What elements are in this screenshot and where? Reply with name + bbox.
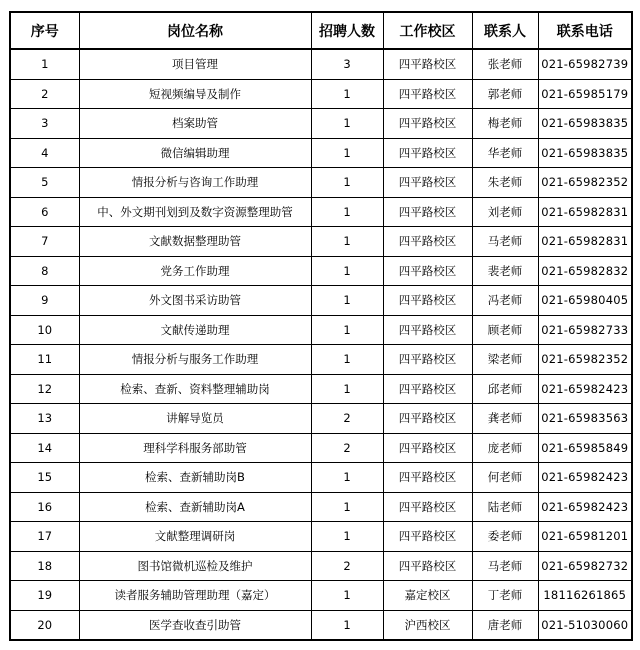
cell-phone: 021-65982831 bbox=[538, 227, 632, 257]
cell-index: 13 bbox=[10, 404, 79, 434]
table-row bbox=[10, 463, 632, 493]
cell-contact: 冯老师 bbox=[472, 286, 538, 316]
cell-position: 检索、查新、资料整理辅助岗 bbox=[79, 374, 311, 404]
table-row bbox=[10, 168, 632, 198]
cell-headcount: 1 bbox=[311, 109, 383, 139]
table-row bbox=[10, 256, 632, 286]
cell-position: 情报分析与咨询工作助理 bbox=[79, 168, 311, 198]
cell-position: 中、外文期刊划到及数字资源整理助管 bbox=[79, 197, 311, 227]
cell-contact: 马老师 bbox=[472, 551, 538, 581]
cell-position: 短视频编导及制作 bbox=[79, 79, 311, 109]
cell-campus: 四平路校区 bbox=[383, 463, 472, 493]
cell-index: 5 bbox=[10, 168, 79, 198]
table-row bbox=[10, 433, 632, 463]
table-row bbox=[10, 492, 632, 522]
cell-headcount: 2 bbox=[311, 551, 383, 581]
cell-phone: 021-65983835 bbox=[538, 109, 632, 139]
header-position: 岗位名称 bbox=[79, 12, 311, 49]
cell-index: 20 bbox=[10, 610, 79, 640]
cell-index: 10 bbox=[10, 315, 79, 345]
cell-position: 讲解导览员 bbox=[79, 404, 311, 434]
cell-index: 18 bbox=[10, 551, 79, 581]
cell-contact: 委老师 bbox=[472, 522, 538, 552]
cell-headcount: 1 bbox=[311, 227, 383, 257]
cell-contact: 华老师 bbox=[472, 138, 538, 168]
cell-contact: 刘老师 bbox=[472, 197, 538, 227]
cell-phone: 021-65982831 bbox=[538, 197, 632, 227]
cell-phone: 18116261865 bbox=[538, 581, 632, 611]
cell-contact: 梅老师 bbox=[472, 109, 538, 139]
cell-position: 文献整理调研岗 bbox=[79, 522, 311, 552]
cell-headcount: 1 bbox=[311, 374, 383, 404]
cell-position: 外文图书采访助管 bbox=[79, 286, 311, 316]
cell-index: 12 bbox=[10, 374, 79, 404]
header-campus: 工作校区 bbox=[383, 12, 472, 49]
cell-campus: 四平路校区 bbox=[383, 286, 472, 316]
cell-campus: 四平路校区 bbox=[383, 168, 472, 198]
table-row bbox=[10, 374, 632, 404]
cell-headcount: 2 bbox=[311, 404, 383, 434]
cell-index: 2 bbox=[10, 79, 79, 109]
cell-index: 7 bbox=[10, 227, 79, 257]
cell-headcount: 1 bbox=[311, 286, 383, 316]
cell-phone: 021-65983835 bbox=[538, 138, 632, 168]
cell-campus: 四平路校区 bbox=[383, 49, 472, 79]
cell-phone: 021-65981201 bbox=[538, 522, 632, 552]
header-phone: 联系电话 bbox=[538, 12, 632, 49]
cell-headcount: 1 bbox=[311, 256, 383, 286]
cell-campus: 四平路校区 bbox=[383, 138, 472, 168]
cell-contact: 丁老师 bbox=[472, 581, 538, 611]
cell-position: 读者服务辅助管理助理（嘉定） bbox=[79, 581, 311, 611]
cell-headcount: 2 bbox=[311, 433, 383, 463]
cell-campus: 嘉定校区 bbox=[383, 581, 472, 611]
table-row bbox=[10, 610, 632, 640]
cell-headcount: 1 bbox=[311, 79, 383, 109]
table-row bbox=[10, 79, 632, 109]
cell-campus: 四平路校区 bbox=[383, 79, 472, 109]
cell-contact: 何老师 bbox=[472, 463, 538, 493]
cell-campus: 四平路校区 bbox=[383, 522, 472, 552]
table-header-row bbox=[10, 12, 632, 49]
cell-campus: 四平路校区 bbox=[383, 197, 472, 227]
cell-contact: 唐老师 bbox=[472, 610, 538, 640]
cell-index: 11 bbox=[10, 345, 79, 375]
cell-position: 项目管理 bbox=[79, 49, 311, 79]
table-row bbox=[10, 345, 632, 375]
recruitment-table-container bbox=[9, 11, 631, 641]
cell-position: 医学查收查引助管 bbox=[79, 610, 311, 640]
cell-campus: 四平路校区 bbox=[383, 551, 472, 581]
cell-phone: 021-65982733 bbox=[538, 315, 632, 345]
cell-index: 6 bbox=[10, 197, 79, 227]
cell-phone: 021-65982739 bbox=[538, 49, 632, 79]
header-contact: 联系人 bbox=[472, 12, 538, 49]
cell-headcount: 1 bbox=[311, 581, 383, 611]
cell-campus: 四平路校区 bbox=[383, 109, 472, 139]
cell-contact: 郭老师 bbox=[472, 79, 538, 109]
cell-index: 17 bbox=[10, 522, 79, 552]
cell-phone: 021-65983563 bbox=[538, 404, 632, 434]
recruitment-table bbox=[9, 11, 633, 641]
cell-phone: 021-65982832 bbox=[538, 256, 632, 286]
cell-campus: 四平路校区 bbox=[383, 256, 472, 286]
cell-campus: 四平路校区 bbox=[383, 433, 472, 463]
cell-index: 4 bbox=[10, 138, 79, 168]
cell-phone: 021-65982732 bbox=[538, 551, 632, 581]
table-row bbox=[10, 227, 632, 257]
cell-campus: 沪西校区 bbox=[383, 610, 472, 640]
table-row bbox=[10, 404, 632, 434]
table-row bbox=[10, 522, 632, 552]
cell-phone: 021-65982352 bbox=[538, 168, 632, 198]
cell-position: 微信编辑助理 bbox=[79, 138, 311, 168]
table-row bbox=[10, 197, 632, 227]
cell-headcount: 1 bbox=[311, 463, 383, 493]
table-body bbox=[10, 49, 632, 640]
cell-position: 文献数据整理助管 bbox=[79, 227, 311, 257]
cell-index: 8 bbox=[10, 256, 79, 286]
cell-position: 档案助管 bbox=[79, 109, 311, 139]
cell-position: 党务工作助理 bbox=[79, 256, 311, 286]
cell-phone: 021-65982352 bbox=[538, 345, 632, 375]
cell-contact: 龚老师 bbox=[472, 404, 538, 434]
cell-headcount: 1 bbox=[311, 610, 383, 640]
cell-contact: 梁老师 bbox=[472, 345, 538, 375]
table-row bbox=[10, 581, 632, 611]
cell-headcount: 1 bbox=[311, 197, 383, 227]
table-row bbox=[10, 551, 632, 581]
table-row bbox=[10, 315, 632, 345]
cell-campus: 四平路校区 bbox=[383, 404, 472, 434]
cell-contact: 裴老师 bbox=[472, 256, 538, 286]
cell-headcount: 1 bbox=[311, 168, 383, 198]
cell-phone: 021-65985849 bbox=[538, 433, 632, 463]
cell-contact: 庞老师 bbox=[472, 433, 538, 463]
cell-index: 15 bbox=[10, 463, 79, 493]
cell-headcount: 1 bbox=[311, 522, 383, 552]
cell-campus: 四平路校区 bbox=[383, 492, 472, 522]
table-row bbox=[10, 138, 632, 168]
cell-phone: 021-65982423 bbox=[538, 374, 632, 404]
cell-headcount: 1 bbox=[311, 492, 383, 522]
cell-campus: 四平路校区 bbox=[383, 345, 472, 375]
cell-phone: 021-65982423 bbox=[538, 463, 632, 493]
cell-position: 检索、查新辅助岗B bbox=[79, 463, 311, 493]
cell-position: 图书馆微机巡检及维护 bbox=[79, 551, 311, 581]
cell-index: 1 bbox=[10, 49, 79, 79]
cell-phone: 021-65985179 bbox=[538, 79, 632, 109]
cell-contact: 马老师 bbox=[472, 227, 538, 257]
cell-headcount: 3 bbox=[311, 49, 383, 79]
cell-position: 文献传递助理 bbox=[79, 315, 311, 345]
cell-position: 情报分析与服务工作助理 bbox=[79, 345, 311, 375]
table-row bbox=[10, 49, 632, 79]
table-row bbox=[10, 286, 632, 316]
cell-position: 检索、查新辅助岗A bbox=[79, 492, 311, 522]
cell-contact: 顾老师 bbox=[472, 315, 538, 345]
table-row bbox=[10, 109, 632, 139]
cell-index: 9 bbox=[10, 286, 79, 316]
cell-campus: 四平路校区 bbox=[383, 227, 472, 257]
cell-index: 16 bbox=[10, 492, 79, 522]
cell-phone: 021-65982423 bbox=[538, 492, 632, 522]
cell-contact: 邱老师 bbox=[472, 374, 538, 404]
header-index: 序号 bbox=[10, 12, 79, 49]
cell-headcount: 1 bbox=[311, 138, 383, 168]
cell-position: 理科学科服务部助管 bbox=[79, 433, 311, 463]
cell-contact: 陆老师 bbox=[472, 492, 538, 522]
cell-contact: 朱老师 bbox=[472, 168, 538, 198]
header-headcount: 招聘人数 bbox=[311, 12, 383, 49]
cell-phone: 021-51030060 bbox=[538, 610, 632, 640]
cell-phone: 021-65980405 bbox=[538, 286, 632, 316]
cell-index: 14 bbox=[10, 433, 79, 463]
cell-index: 19 bbox=[10, 581, 79, 611]
cell-contact: 张老师 bbox=[472, 49, 538, 79]
cell-campus: 四平路校区 bbox=[383, 315, 472, 345]
cell-index: 3 bbox=[10, 109, 79, 139]
cell-campus: 四平路校区 bbox=[383, 374, 472, 404]
cell-headcount: 1 bbox=[311, 315, 383, 345]
cell-headcount: 1 bbox=[311, 345, 383, 375]
